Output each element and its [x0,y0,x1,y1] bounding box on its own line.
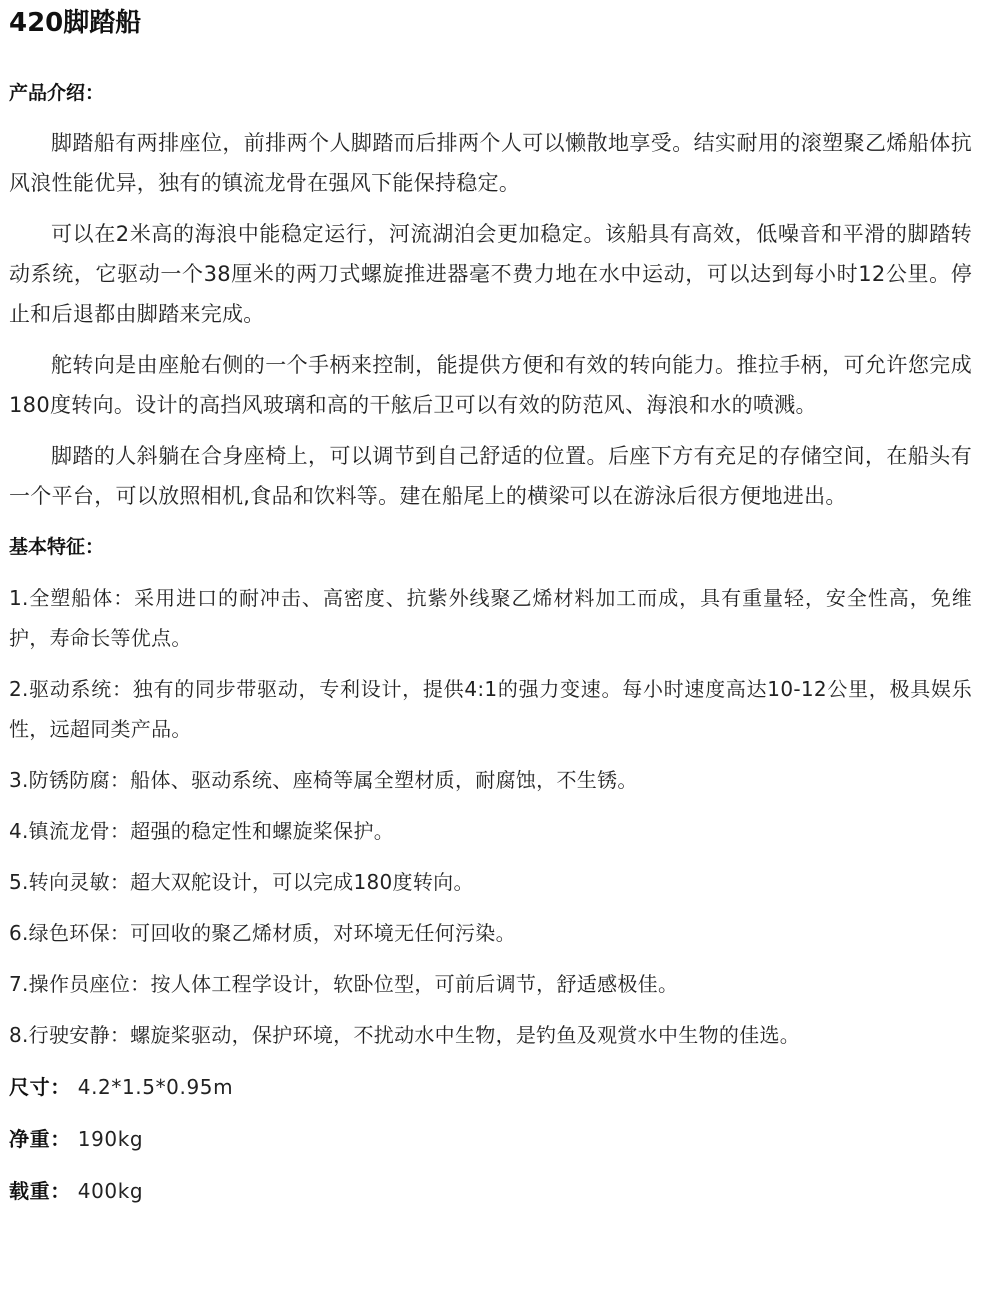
feature-item-steering: 5.转向灵敏：超大双舵设计，可以完成180度转向。 [9,870,474,894]
intro-paragraph-seating: 脚踏船有两排座位，前排两个人脚踏而后排两个人可以懒散地享受。结实耐用的滚塑聚乙烯船体抗风浪性能优异，独有的镇流龙骨在强风下能保持稳定。 [9,131,972,195]
feature-item-seat: 7.操作员座位：按人体工程学设计，软卧位型，可前后调节，舒适感极佳。 [9,972,679,996]
spec-size [9,1072,972,1102]
spec-size-label: 尺寸： [9,1075,71,1099]
intro-paragraph-steering: 舵转向是由座舱右侧的一个手柄来控制，能提供方便和有效的转向能力。推拉手柄，可允许您完成180度转向。设计的高挡风玻璃和高的干舷后卫可以有效的防范风、海浪和水的喷溅。 [9,353,972,417]
spec-net-weight-label: 净重： [9,1127,71,1151]
spec-net-weight [9,1124,972,1154]
product-title: 420脚踏船 [9,8,142,38]
feature-item-keel: 4.镇流龙骨：超强的稳定性和螺旋桨保护。 [9,819,395,843]
feature-list [9,578,972,1055]
spec-load-value: 400kg [70,1179,144,1203]
feature-item-eco: 6.绿色环保：可回收的聚乙烯材质，对环境无任何污染。 [9,921,516,945]
spec-load-label: 载重： [9,1179,71,1203]
feature-item-corrosion: 3.防锈防腐：船体、驱动系统、座椅等属全塑材质，耐腐蚀，不生锈。 [9,768,638,792]
feature-item-hull: 1.全塑船体：采用进口的耐冲击、高密度、抗紫外线聚乙烯材料加工而成，具有重量轻，安全性高，免维护，寿命长等优点。 [9,586,972,650]
intro-paragraph-drive: 可以在2米高的海浪中能稳定运行，河流湖泊会更加稳定。该船具有高效，低噪音和平滑的脚踏转动系统，它驱动一个38厘米的两刀式螺旋推进器毫不费力地在水中运动，可以达到每小时12公里。停止和后退都由脚踏来完成。 [9,222,972,326]
spec-size-value: 4.2*1.5*0.95m [70,1075,234,1099]
feature-item-drive-system: 2.驱动系统：独有的同步带驱动，专利设计，提供4:1的强力变速。每小时速度高达10-12公里，极具娱乐性，远超同类产品。 [9,677,972,741]
features-heading: 基本特征： [9,536,105,558]
spec-load-capacity [9,1176,972,1206]
intro-paragraph-storage: 脚踏的人斜躺在合身座椅上，可以调节到自己舒适的位置。后座下方有充足的存储空间，在船头有一个平台，可以放照相机,食品和饮料等。建在船尾上的横梁可以在游泳后很方便地进出。 [9,444,972,508]
feature-item-quiet: 8.行驶安静：螺旋桨驱动，保护环境，不扰动水中生物，是钓鱼及观赏水中生物的佳选。 [9,1023,801,1047]
spec-net-weight-value: 190kg [70,1127,144,1151]
intro-heading: 产品介绍： [9,82,105,104]
